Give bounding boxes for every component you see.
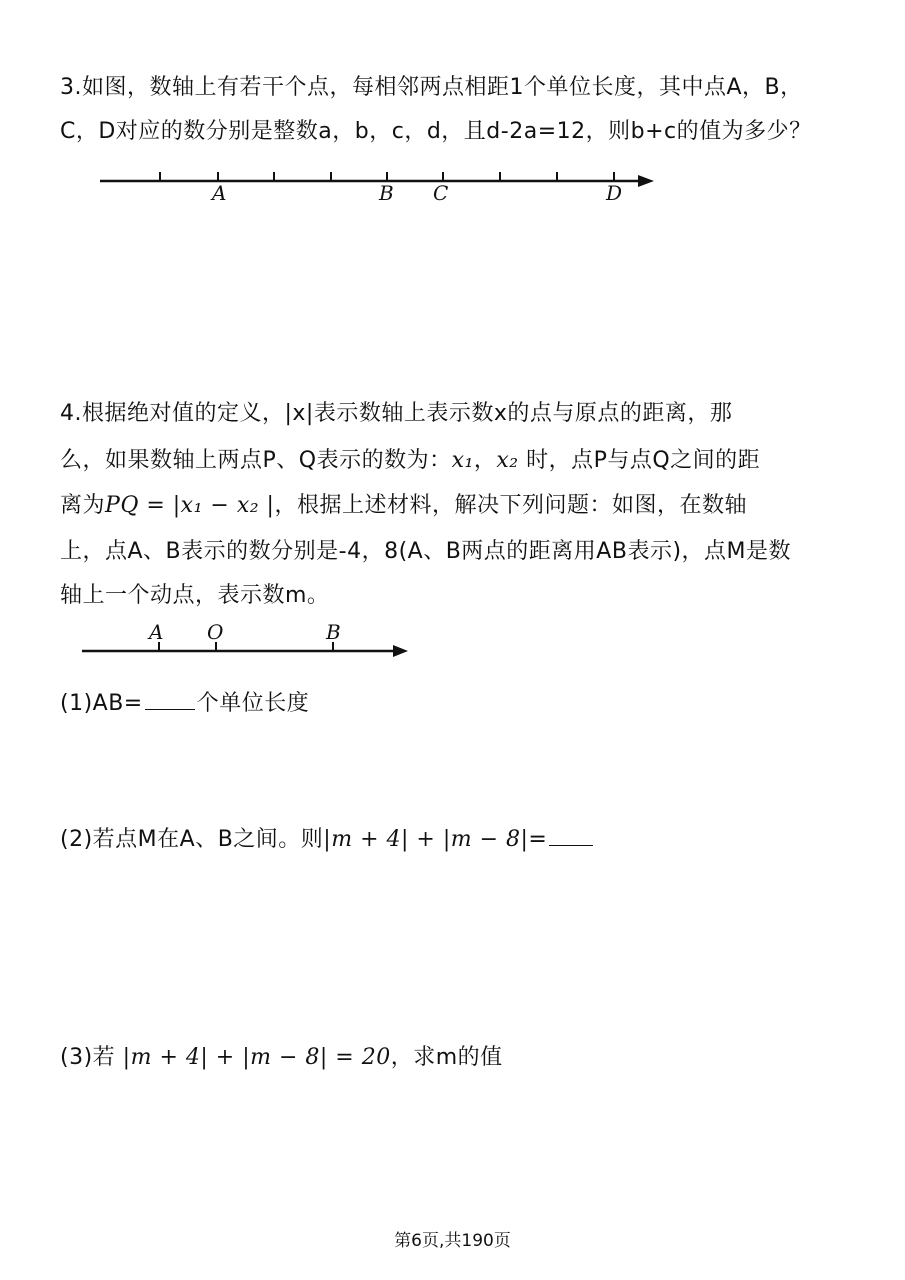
q4-axis-arrow [393,645,408,657]
q4-part-3 [60,1036,503,1080]
q4-part-3-prefix: (3)若 [60,1045,123,1070]
q4-label-b: B [326,620,341,644]
q4-part-2-prefix: (2)若点M在A、B之间。则 [60,827,324,852]
q4-line2-text-b: 时，点P与点Q之间的距 [518,448,761,473]
q4-label-a: A [149,620,164,644]
q4-label-o: O [207,620,224,644]
q4-part-2 [60,818,595,862]
q4-ticks [159,642,333,651]
q4-text-line-5: 轴上一个动点，表示数m。 [60,583,330,608]
q3-label-d: D [606,181,623,205]
q4-line2-text-a: 么，如果数轴上两点P、Q表示的数为： [60,448,452,473]
page-footer: 第6页,共190页 [394,1231,511,1251]
q4-pq-formula: PQ = |x₁ − x₂ | [105,493,275,518]
q3-label-b: B [379,181,394,205]
q3-label-c: C [433,181,449,205]
q4-text-line-4: 上，点A、B表示的数分别是-4，8(A、B两点的距离用AB表示)，点M是数 [60,539,792,564]
q3-text-line-2: C，D对应的数分别是整数a，b，c，d，且d-2a=12，则b+c的值为多少？ [60,119,812,144]
q4-part-3-formula: |m + 4| + |m − 8| = 20 [122,1045,391,1070]
q4-part-2-blank [549,843,593,846]
q4-part-1-suffix: 个单位长度 [196,691,310,716]
q4-part-1-prefix: (1)AB= [60,691,143,716]
q4-part-2-suffix: = [528,827,548,852]
q4-line3-text-a: 离为 [60,493,106,518]
q4-line2-sep: ， [473,448,497,473]
q4-text-line-1: 4.根据绝对值的定义，|x|表示数轴上表示数x的点与原点的距离，那 [60,401,733,426]
q3-label-a: A [212,181,227,205]
q4-line3-text-b: ，根据上述材料，解决下列问题：如图，在数轴 [274,493,747,518]
q4-part-3-suffix: ，求m的值 [390,1045,503,1070]
q3-text-line-1: 3.如图，数轴上有若干个点，每相邻两点相距1个单位长度，其中点A，B， [60,75,803,100]
q4-part-1-blank [145,707,195,710]
q4-part-2-formula: |m + 4| + |m − 8| [323,827,529,852]
q4-x1: x₁ [451,448,474,473]
q4-x2: x₂ [496,448,519,473]
q4-part-1 [60,682,309,726]
